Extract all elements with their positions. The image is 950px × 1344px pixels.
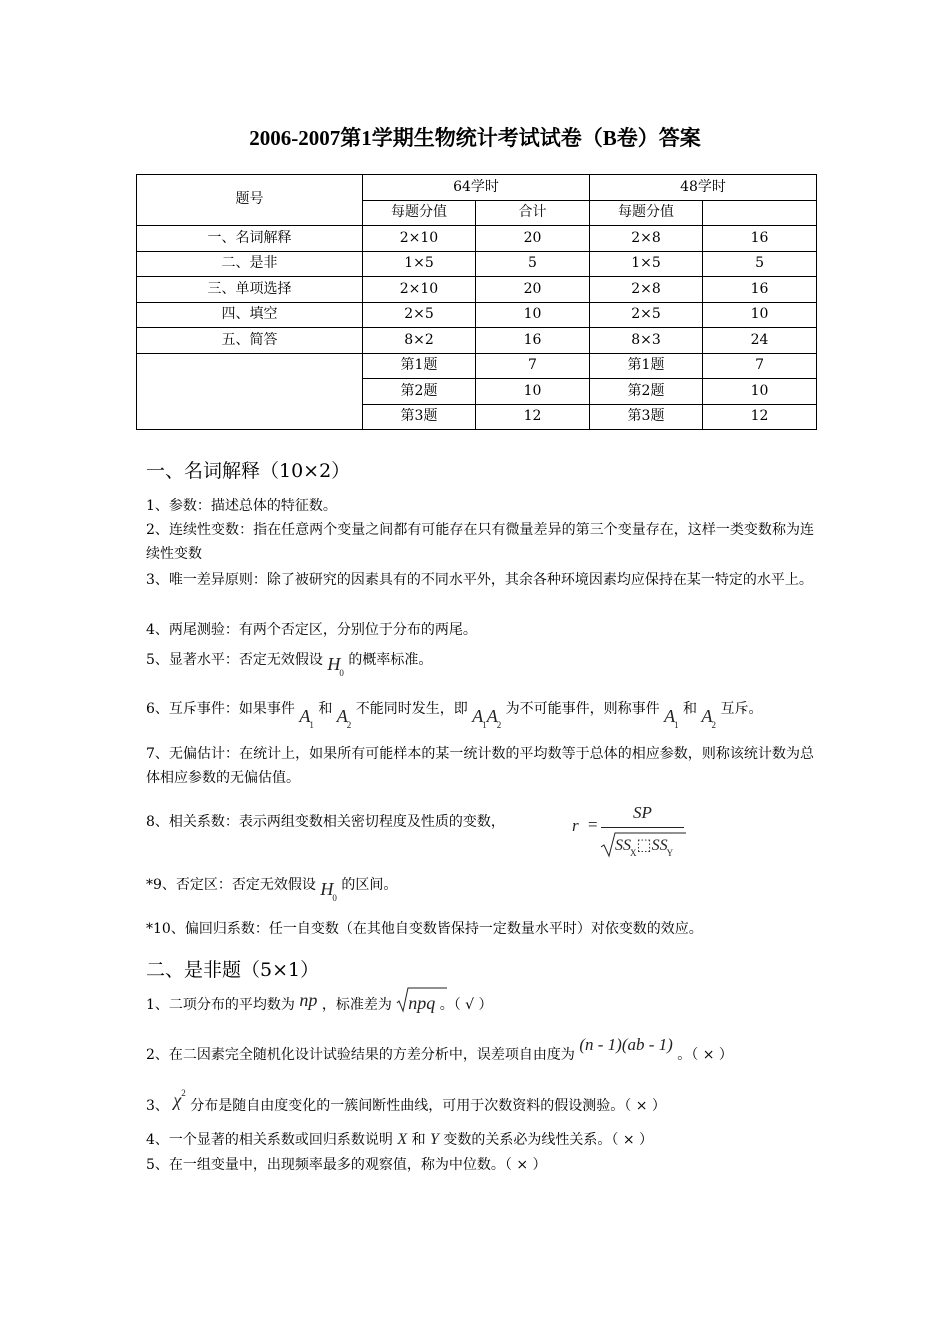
item-text: 6、互斥事件：如果事件 bbox=[146, 701, 295, 717]
item-text: 。（ × ） bbox=[677, 1047, 733, 1063]
definition-item: 2、连续性变数：指在任意两个变量之间都有可能存在只有微量差异的第三个变量存在，这样一类变数称为连续性变数 bbox=[146, 522, 814, 562]
table-cell: 24 bbox=[703, 328, 817, 354]
item-text: 3、 bbox=[146, 1098, 169, 1114]
table-cell: 10 bbox=[703, 302, 817, 328]
definition-item bbox=[146, 646, 433, 678]
item-text: 和 bbox=[683, 701, 698, 717]
table-cell: 5 bbox=[476, 251, 590, 277]
table-row bbox=[137, 251, 817, 277]
table-cell: 12 bbox=[703, 404, 817, 430]
math-subscript: Y bbox=[666, 848, 674, 858]
item-text: 的概率标准。 bbox=[348, 652, 433, 668]
math-subscript: 1 bbox=[482, 720, 487, 730]
true-false-item bbox=[146, 1088, 666, 1119]
item-text: 的区间。 bbox=[341, 877, 398, 893]
table-cell: 第3题 bbox=[590, 404, 703, 430]
math-subscript: 1 bbox=[674, 720, 679, 730]
math-symbol: npq bbox=[408, 993, 436, 1013]
table-cell: 12 bbox=[476, 404, 590, 430]
item-text: 。（ √ ） bbox=[439, 997, 493, 1013]
math-subscript: 1 bbox=[309, 720, 314, 730]
table-cell: 2×5 bbox=[363, 302, 476, 328]
table-cell: 20 bbox=[476, 226, 590, 252]
math-symbol: A bbox=[664, 706, 676, 726]
math-symbol: A bbox=[472, 706, 484, 726]
table-cell: 1×5 bbox=[363, 251, 476, 277]
sqrt-icon bbox=[396, 985, 448, 1015]
math-a1 bbox=[664, 706, 679, 730]
item-text: *9、否定区：否定无效假设 bbox=[146, 877, 316, 893]
table-cell: 10 bbox=[476, 379, 590, 405]
math-sqrt-npq bbox=[396, 991, 435, 1017]
table-cell: 7 bbox=[703, 353, 817, 379]
math-denominator bbox=[615, 835, 674, 858]
definition-item: 3、唯一差异原则：除了被研究的因素具有的不同水平外，其余各种环境因素均应保持在某一特定的水平上。 bbox=[146, 572, 813, 588]
table-cell: 2×10 bbox=[363, 277, 476, 303]
math-symbol: H bbox=[320, 879, 334, 899]
table-cell: 5 bbox=[703, 251, 817, 277]
math-superscript: 2 bbox=[181, 1088, 186, 1098]
definition-item: 8、相关系数：表示两组变数相关密切程度及性质的变数， bbox=[146, 814, 505, 830]
table-cell: 8×3 bbox=[590, 328, 703, 354]
item-text: 分布是随自由度变化的一簇间断性曲线，可用于次数资料的假设测验。（ × ） bbox=[190, 1098, 666, 1114]
table-cell: 四、填空 bbox=[137, 302, 363, 328]
item-text: 为不可能事件，则称事件 bbox=[505, 701, 660, 717]
table-cell: 2×5 bbox=[590, 302, 703, 328]
table-cell: 第1题 bbox=[590, 353, 703, 379]
item-text: 变数的关系必为线性关系。（ × ） bbox=[443, 1132, 654, 1148]
definition-item bbox=[146, 871, 398, 903]
table-cell: 第3题 bbox=[363, 404, 476, 430]
math-h0 bbox=[327, 654, 344, 678]
table-cell: 7 bbox=[476, 353, 590, 379]
score-table bbox=[136, 174, 817, 430]
math-h0 bbox=[320, 879, 337, 903]
header-topic: 题号 bbox=[137, 175, 363, 226]
item-text: ，标准差为 bbox=[321, 997, 392, 1013]
math-a2 bbox=[336, 706, 352, 730]
table-cell: 20 bbox=[476, 277, 590, 303]
table-cell: 10 bbox=[703, 379, 817, 405]
table-row bbox=[137, 226, 817, 252]
fraction-line bbox=[601, 827, 684, 828]
section-heading: 一、名词解释（10×2） bbox=[146, 460, 351, 482]
document-title: 2006-2007第1学期生物统计考试试卷（B卷）答案 bbox=[249, 126, 701, 150]
table-row bbox=[137, 277, 817, 303]
math-numerator: SP bbox=[633, 803, 652, 822]
math-degrees-freedom: (n - 1)(ab - 1) bbox=[579, 1035, 673, 1054]
true-false-item bbox=[146, 1128, 653, 1152]
math-subscript: 0 bbox=[339, 668, 344, 678]
table-cell: 2×10 bbox=[363, 226, 476, 252]
math-symbol: r bbox=[572, 816, 579, 835]
table-row bbox=[137, 328, 817, 354]
header-64-hours: 64学时 bbox=[363, 175, 590, 201]
item-text: 和 bbox=[318, 701, 333, 717]
item-text: 2、在二因素完全随机化设计试验结果的方差分析中，误差项自由度为 bbox=[146, 1047, 575, 1063]
math-subscript: 2 bbox=[496, 720, 502, 730]
table-cell: 二、是非 bbox=[137, 251, 363, 277]
definition-item: 4、两尾测验：有两个否定区，分别位于分布的两尾。 bbox=[146, 622, 477, 638]
table-cell: 第1题 bbox=[363, 353, 476, 379]
true-false-item bbox=[146, 991, 493, 1017]
math-subscript: X bbox=[630, 848, 637, 858]
header-48-hours: 48学时 bbox=[590, 175, 817, 201]
table-cell: 三、单项选择 bbox=[137, 277, 363, 303]
math-symbol: H bbox=[327, 654, 341, 674]
math-symbol: A bbox=[299, 706, 311, 726]
math-np: np bbox=[299, 990, 318, 1010]
definition-item: 7、无偏估计：在统计上，如果所有可能样本的某一统计数的平均数等于总体的相应参数，则称该统计数为总体相应参数的无偏估值。 bbox=[146, 746, 814, 786]
true-false-item: 5、在一组变量中，出现频率最多的观察值，称为中位数。（ × ） bbox=[146, 1157, 547, 1173]
item-text: 4、一个显著的相关系数或回归系数说明 bbox=[146, 1132, 393, 1148]
item-text: 互斥。 bbox=[720, 701, 763, 717]
table-cell: 第2题 bbox=[590, 379, 703, 405]
math-symbol: = bbox=[588, 815, 598, 834]
math-symbol: A bbox=[701, 706, 713, 726]
math-symbol: χ bbox=[173, 1090, 182, 1110]
dot-operator: ⬚ bbox=[636, 837, 652, 854]
table-cell: 一、名词解释 bbox=[137, 226, 363, 252]
item-text: 和 bbox=[411, 1132, 426, 1148]
math-symbol: A bbox=[336, 706, 348, 726]
table-cell: 第2题 bbox=[363, 379, 476, 405]
math-x: X bbox=[397, 1131, 408, 1148]
item-text: 5、显著水平：否定无效假设 bbox=[146, 652, 323, 668]
math-y: Y bbox=[430, 1131, 439, 1148]
header-blank bbox=[703, 200, 817, 226]
math-a1 bbox=[299, 706, 314, 730]
table-cell: 2×8 bbox=[590, 277, 703, 303]
math-a2 bbox=[701, 706, 717, 730]
table-cell-empty bbox=[137, 353, 363, 430]
math-a1a2 bbox=[472, 706, 502, 730]
table-row bbox=[137, 353, 817, 379]
math-symbol: A bbox=[486, 706, 498, 726]
table-cell: 16 bbox=[476, 328, 590, 354]
definition-item bbox=[146, 695, 763, 730]
table-cell: 2×8 bbox=[590, 226, 703, 252]
definition-item: *10、偏回归系数：任一自变数（在其他自变数皆保持一定数量水平时）对依变数的效应。 bbox=[146, 921, 703, 937]
math-subscript: 0 bbox=[332, 893, 337, 903]
header-per-question: 每题分值 bbox=[590, 200, 703, 226]
math-symbol: SS bbox=[615, 837, 631, 854]
table-cell: 10 bbox=[476, 302, 590, 328]
header-per-question: 每题分值 bbox=[363, 200, 476, 226]
item-text: 不能同时发生，即 bbox=[355, 701, 468, 717]
table-cell: 16 bbox=[703, 277, 817, 303]
definition-item: 1、参数：描述总体的特征数。 bbox=[146, 498, 337, 514]
item-text: 1、二项分布的平均数为 bbox=[146, 997, 295, 1013]
table-row bbox=[137, 302, 817, 328]
section-heading: 二、是非题（5×1） bbox=[146, 959, 320, 981]
table-cell: 五、简答 bbox=[137, 328, 363, 354]
header-total: 合计 bbox=[476, 200, 590, 226]
math-subscript: 2 bbox=[711, 720, 716, 730]
true-false-item bbox=[146, 1035, 733, 1067]
math-subscript: 2 bbox=[346, 720, 352, 730]
table-cell: 8×2 bbox=[363, 328, 476, 354]
table-cell: 1×5 bbox=[590, 251, 703, 277]
table-cell: 16 bbox=[703, 226, 817, 252]
math-symbol: SS bbox=[651, 837, 668, 854]
math-chi-square bbox=[173, 1090, 185, 1110]
